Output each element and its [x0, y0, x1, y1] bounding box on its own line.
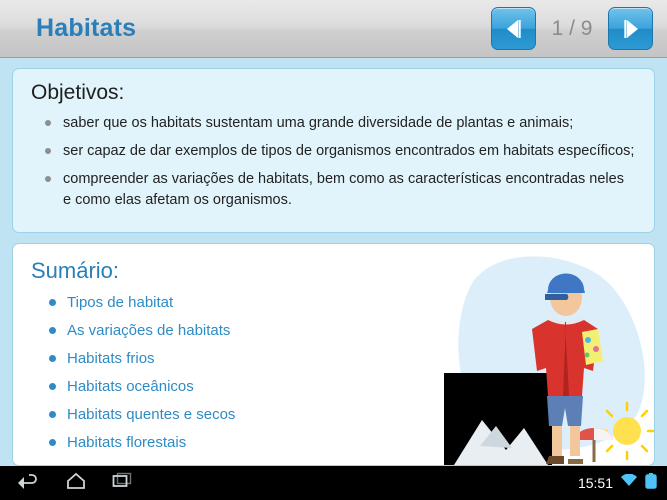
summary-heading: Sumário:	[31, 258, 120, 284]
list-item: saber que os habitats sustentam uma grande diversidade de plantas e animais;	[43, 113, 636, 134]
summary-link[interactable]: Habitats florestais	[67, 434, 187, 452]
summary-link[interactable]: Habitats quentes e secos	[67, 406, 236, 424]
list-item[interactable]	[47, 378, 636, 396]
home-icon[interactable]	[66, 472, 86, 495]
summary-link[interactable]: Habitats oceânicos	[67, 378, 194, 396]
objectives-heading: Objetivos:	[31, 81, 125, 104]
summary-card	[12, 243, 655, 466]
summary-list	[47, 294, 636, 452]
list-item[interactable]	[47, 406, 636, 424]
nav-keys	[18, 472, 132, 495]
objectives-list	[43, 113, 636, 211]
lesson-content	[0, 58, 667, 466]
summary-link[interactable]: Habitats frios	[67, 350, 155, 368]
status-clock: 15:51	[577, 475, 613, 491]
list-item: compreender as variações de habitats, bem como as características encontradas neles e como elas afetam os organismos.	[43, 169, 636, 211]
pagination-controls	[491, 7, 653, 50]
back-arrow-icon[interactable]	[18, 472, 40, 495]
list-item[interactable]	[47, 322, 636, 340]
list-item[interactable]	[47, 294, 636, 312]
recent-apps-icon[interactable]	[112, 472, 132, 495]
objectives-card	[12, 68, 655, 233]
summary-link[interactable]: As variações de habitats	[67, 322, 231, 340]
next-page-button[interactable]	[608, 7, 653, 50]
prev-page-button[interactable]	[491, 7, 536, 50]
page-indicator: 1 / 9	[551, 16, 593, 40]
list-item[interactable]	[47, 350, 636, 368]
system-navigation-bar	[0, 466, 667, 500]
chevron-right-icon	[619, 17, 643, 41]
list-item: ser capaz de dar exemplos de tipos de organismos encontrados em habitats específicos;	[43, 141, 636, 162]
list-item[interactable]	[47, 434, 636, 452]
battery-icon	[645, 473, 657, 494]
app-header	[0, 0, 667, 58]
page-title: Habitats	[36, 14, 137, 42]
chevron-left-icon	[502, 17, 526, 41]
wifi-icon	[620, 474, 638, 493]
status-icons	[578, 473, 657, 494]
summary-link[interactable]: Tipos de habitat	[67, 294, 174, 312]
